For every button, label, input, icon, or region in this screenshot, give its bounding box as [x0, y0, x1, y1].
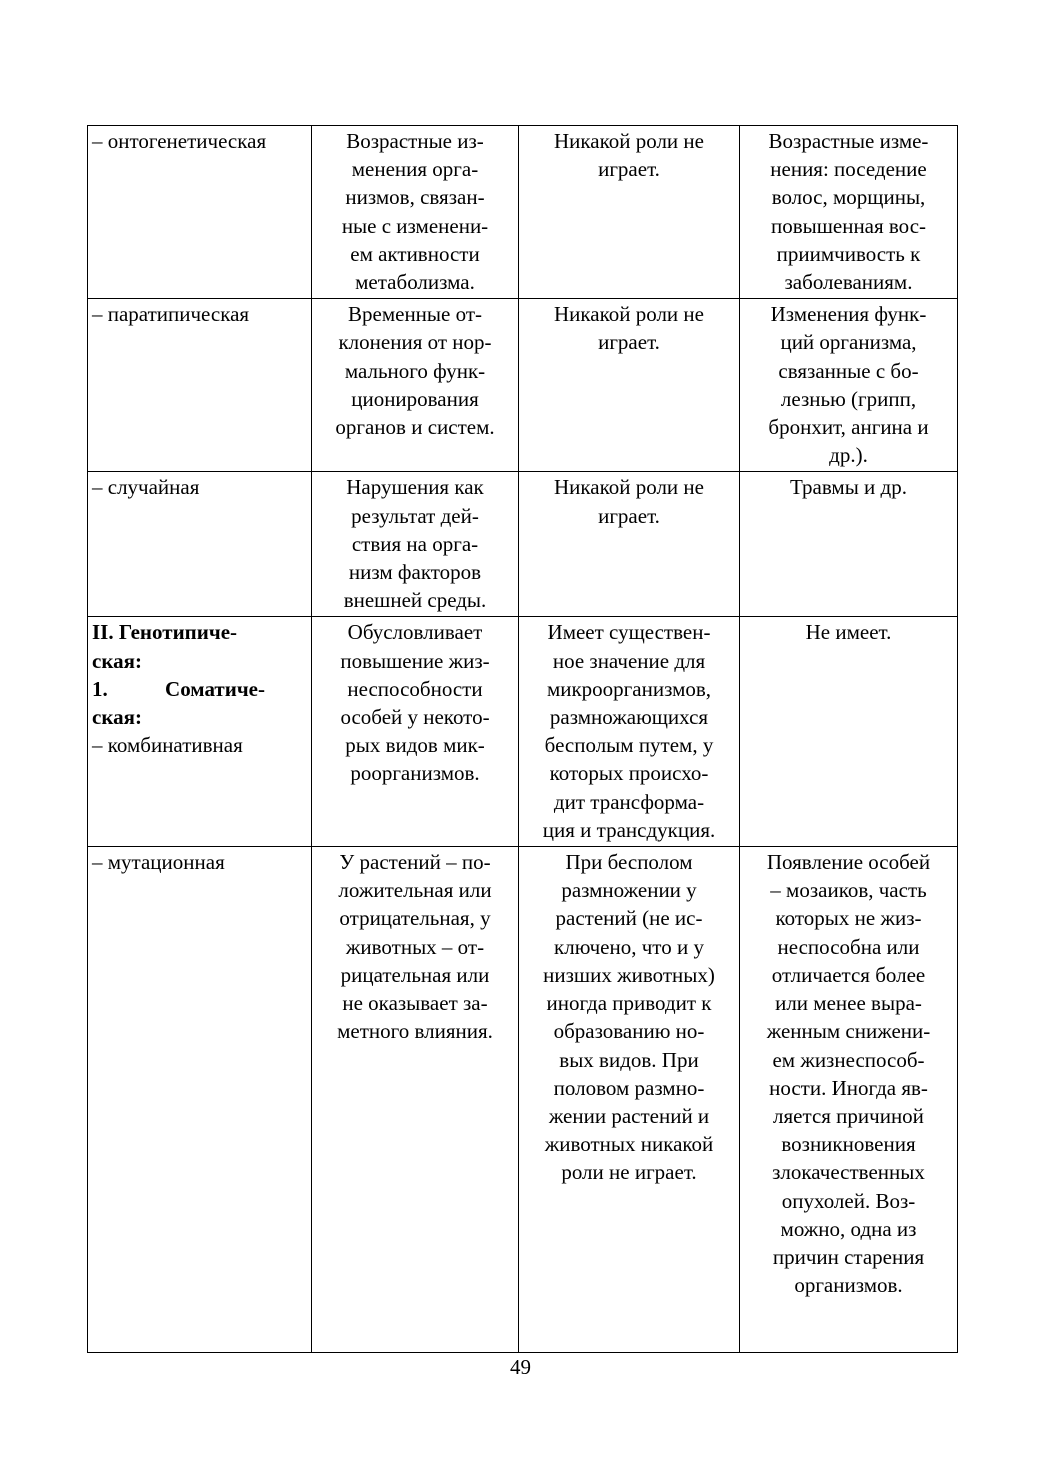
- text-line: половом размно-: [553, 1075, 705, 1100]
- row-type-label: – паратипическая: [92, 302, 250, 327]
- text-line: ем жизнеспособ-: [772, 1047, 925, 1072]
- text-line: образованию но-: [553, 1019, 705, 1044]
- description-cell: [312, 299, 519, 472]
- text-line: мального функ-: [344, 358, 486, 383]
- text-line: ности. Иногда яв-: [769, 1075, 928, 1100]
- text-line: играет.: [598, 157, 660, 182]
- text-line: особей у некото-: [340, 705, 490, 730]
- text-line: связанные с бо-: [778, 358, 919, 383]
- text-line: заболеваниям.: [784, 270, 913, 295]
- text-line: метного влияния.: [337, 1019, 493, 1044]
- text-line: играет.: [598, 330, 660, 355]
- text-line: внешней среды.: [343, 588, 487, 613]
- examples-cell: [740, 472, 958, 617]
- text-line: организмов.: [794, 1273, 903, 1298]
- text-line: неспособности: [347, 676, 483, 701]
- text-line: размножающихся: [549, 705, 709, 730]
- text-line: ционирования: [351, 386, 479, 411]
- text-line: можно, одна из: [780, 1216, 917, 1241]
- text-line: ные с изменени-: [341, 213, 489, 238]
- text-line: ное значение для: [552, 648, 706, 673]
- text-line: неспособна или: [777, 934, 920, 959]
- text-line: метаболизма.: [355, 270, 475, 295]
- text-line: играет.: [598, 503, 660, 528]
- description-cell: [312, 126, 519, 299]
- evolution-role-cell: [519, 847, 740, 1353]
- text-line: клонения от нор-: [338, 330, 492, 355]
- text-line: размножении у: [561, 878, 697, 903]
- text-line: низших животных): [543, 962, 715, 987]
- text-line: Никакой роли не: [554, 129, 704, 153]
- text-line: ем активности: [350, 241, 480, 266]
- text-line: приимчивость к: [776, 241, 921, 266]
- text-line: лезнью (грипп,: [780, 386, 917, 411]
- text-line: низмов, связан-: [345, 185, 485, 210]
- text-line: др.).: [829, 443, 868, 468]
- text-line: рых видов мик-: [345, 733, 485, 758]
- text-line: Обусловливает: [347, 620, 483, 645]
- text-line: Появление особей: [766, 850, 931, 875]
- text-line: жении растений и: [548, 1103, 710, 1128]
- evolution-role-cell: [519, 617, 740, 847]
- examples-cell: [740, 126, 958, 299]
- examples-cell: [740, 299, 958, 472]
- text-line: вых видов. При: [559, 1047, 699, 1072]
- examples-cell: [740, 617, 958, 847]
- text-line: животных – от-: [345, 934, 485, 959]
- text-line: роли не играет.: [561, 1160, 697, 1185]
- text-line: возникновения: [781, 1132, 916, 1157]
- description-cell: [312, 617, 519, 847]
- table-row-random: [88, 472, 958, 617]
- text-line: волос, морщины,: [771, 185, 926, 210]
- row-type-label: – онтогенетическая: [92, 129, 267, 153]
- row-type-cell: [88, 847, 312, 1353]
- text-line: низм факторов: [348, 560, 482, 585]
- row-type-label: – комбинативная: [92, 733, 243, 758]
- subsection-title: Соматиче-: [165, 676, 265, 701]
- text-line: повышение жиз-: [340, 648, 490, 673]
- text-line: отрицательная, у: [339, 906, 491, 931]
- description-cell: [312, 847, 519, 1353]
- evolution-role-cell: [519, 472, 740, 617]
- variability-table: [87, 125, 958, 1353]
- text-line: При бесполом: [565, 850, 693, 875]
- text-line: ция и трансдукция.: [542, 817, 716, 842]
- text-line: злокачественных: [772, 1160, 925, 1185]
- subsection-heading-tail: ская:: [92, 705, 142, 730]
- section-heading: ская:: [92, 648, 142, 673]
- text-line: растений (не ис-: [555, 906, 703, 931]
- evolution-role-cell: [519, 299, 740, 472]
- text-line: бесполым путем, у: [544, 733, 714, 758]
- text-line: Никакой роли не: [554, 475, 704, 500]
- text-line: рицательная или: [340, 962, 490, 987]
- text-line: животных никакой: [544, 1132, 714, 1157]
- row-type-label: – мутационная: [92, 850, 225, 875]
- table-row-combinative: [88, 617, 958, 847]
- text-line: результат дей-: [351, 503, 479, 528]
- text-line: Изменения функ-: [770, 302, 927, 327]
- text-line: опухолей. Воз-: [781, 1188, 916, 1213]
- table-row-mutational: [88, 847, 958, 1353]
- text-line: микроорганизмов,: [546, 676, 712, 701]
- text-line: ложительная или: [338, 878, 492, 903]
- text-line: органов и систем.: [335, 415, 495, 440]
- subsection-heading: [92, 675, 307, 703]
- text-line: бронхит, ангина и: [768, 415, 929, 440]
- table-row-ontogenetic: [88, 126, 958, 299]
- text-line: которых происхо-: [549, 761, 709, 786]
- subsection-number: 1.: [92, 676, 108, 701]
- text-line: Имеет существен-: [547, 620, 711, 645]
- text-line: женным снижени-: [766, 1019, 931, 1044]
- text-line: причин старения: [772, 1244, 925, 1269]
- text-line: не оказывает за-: [342, 991, 488, 1016]
- text-line: которых не жиз-: [775, 906, 922, 931]
- text-line: ключено, что и у: [554, 934, 704, 959]
- description-cell: [312, 472, 519, 617]
- row-type-cell: [88, 472, 312, 617]
- row-type-cell: [88, 126, 312, 299]
- row-type-cell: [88, 299, 312, 472]
- text-line: Травмы и др.: [790, 475, 907, 500]
- evolution-role-cell: [519, 126, 740, 299]
- text-line: – мозаиков, часть: [770, 878, 927, 903]
- text-line: роорганизмов.: [350, 761, 480, 786]
- text-line: менения орга-: [351, 157, 479, 182]
- text-line: ций организма,: [780, 330, 917, 355]
- text-line: Не имеет.: [805, 620, 892, 645]
- text-line: У растений – по-: [339, 850, 491, 875]
- text-line: нения: поседение: [770, 157, 927, 182]
- text-line: Временные от-: [348, 302, 482, 327]
- row-type-label: – случайная: [92, 475, 200, 500]
- section-heading: II. Генотипиче-: [92, 620, 238, 645]
- text-line: или менее выра-: [775, 991, 922, 1016]
- page-number: 49: [510, 1355, 531, 1379]
- text-line: отличается более: [771, 962, 926, 987]
- text-line: Нарушения как: [346, 475, 484, 500]
- text-line: ствия на орга-: [351, 531, 479, 556]
- text-line: повышенная вос-: [770, 213, 927, 238]
- row-type-cell: [88, 617, 312, 847]
- text-line: Возрастные изме-: [768, 129, 929, 153]
- text-line: ляется причиной: [773, 1103, 924, 1128]
- table-row-paratypic: [88, 299, 958, 472]
- text-line: Никакой роли не: [554, 302, 704, 327]
- text-line: Возрастные из-: [346, 129, 484, 153]
- text-line: иногда приводит к: [546, 991, 712, 1016]
- text-line: дит трансформа-: [553, 789, 705, 814]
- examples-cell: [740, 847, 958, 1353]
